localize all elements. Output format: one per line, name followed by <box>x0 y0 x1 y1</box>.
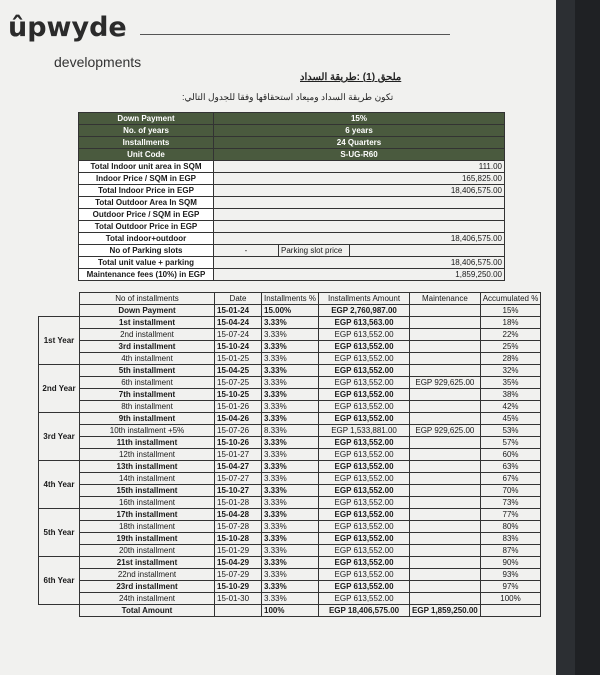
summary-row <box>38 197 505 209</box>
maintenance-amount <box>410 509 481 521</box>
installment-amount: EGP 613,552.00 <box>319 485 410 497</box>
year-label: 6th Year <box>39 557 80 605</box>
installment-pct: 3.33% <box>262 533 319 545</box>
summary-label: Total Outdoor Area In SQM <box>79 197 214 209</box>
installment-pct: 3.33% <box>262 473 319 485</box>
year-label: 1st Year <box>39 317 80 365</box>
installment-date: 15-10-24 <box>215 341 262 353</box>
summary-value: 18,406,575.00 <box>214 257 505 269</box>
year-label: 4th Year <box>39 461 80 509</box>
header-installments: No of installments <box>80 293 215 305</box>
installment-amount: EGP 613,552.00 <box>319 329 410 341</box>
summary-label: Total Indoor unit area in SQM <box>79 161 214 173</box>
maintenance-amount <box>410 545 481 557</box>
table-row <box>39 521 541 533</box>
summary-row <box>38 173 505 185</box>
total-label: Total Amount <box>80 605 215 617</box>
table-row <box>39 461 541 473</box>
maintenance-amount <box>410 557 481 569</box>
installment-date: 15-04-29 <box>215 557 262 569</box>
installment-name: 20th installment <box>80 545 215 557</box>
accumulated-pct: 73% <box>480 497 541 509</box>
maintenance-amount <box>410 413 481 425</box>
table-row <box>39 545 541 557</box>
installment-name: 17th installment <box>80 509 215 521</box>
total-amount: EGP 18,406,575.00 <box>319 605 410 617</box>
installment-date: 15-07-29 <box>215 569 262 581</box>
installment-date: 15-07-24 <box>215 329 262 341</box>
maintenance-amount <box>410 497 481 509</box>
installment-date: 15-07-26 <box>215 425 262 437</box>
summary-spacer <box>38 245 79 257</box>
table-row <box>39 353 541 365</box>
summary-row <box>38 209 505 221</box>
summary-value: 24 Quarters <box>214 137 505 149</box>
installment-name: 15th installment <box>80 485 215 497</box>
summary-row <box>38 137 505 149</box>
installment-amount: EGP 613,552.00 <box>319 497 410 509</box>
table-header-row <box>39 293 541 305</box>
installment-amount: EGP 613,552.00 <box>319 401 410 413</box>
table-row <box>39 509 541 521</box>
installment-pct: 3.33% <box>262 449 319 461</box>
installment-date: 15-04-24 <box>215 317 262 329</box>
table-row <box>39 329 541 341</box>
maintenance-amount: EGP 929,625.00 <box>410 377 481 389</box>
installment-amount: EGP 613,552.00 <box>319 593 410 605</box>
summary-value: 111.00 <box>214 161 505 173</box>
accumulated-pct: 25% <box>480 341 541 353</box>
summary-label: Total unit value + parking <box>79 257 214 269</box>
summary-value <box>214 221 505 233</box>
summary-label: No. of years <box>79 125 214 137</box>
table-row <box>39 485 541 497</box>
installment-amount: EGP 613,552.00 <box>319 533 410 545</box>
installment-date: 15-10-29 <box>215 581 262 593</box>
total-pct: 100% <box>262 605 319 617</box>
installment-amount: EGP 613,552.00 <box>319 365 410 377</box>
table-row <box>39 305 541 317</box>
maintenance-amount <box>410 437 481 449</box>
table-row <box>39 377 541 389</box>
installment-amount: EGP 2,760,987.00 <box>319 305 410 317</box>
year-label: 3rd Year <box>39 413 80 461</box>
table-row <box>39 557 541 569</box>
installment-pct: 8.33% <box>262 425 319 437</box>
table-row <box>39 437 541 449</box>
installment-pct: 3.33% <box>262 485 319 497</box>
installment-name: 3rd installment <box>80 341 215 353</box>
summary-spacer <box>38 197 79 209</box>
total-date <box>215 605 262 617</box>
installment-pct: 3.33% <box>262 401 319 413</box>
summary-value: - <box>214 245 279 257</box>
installment-name: 19th installment <box>80 533 215 545</box>
installment-pct: 3.33% <box>262 521 319 533</box>
accumulated-pct: 70% <box>480 485 541 497</box>
installment-name: 23rd installment <box>80 581 215 593</box>
maintenance-amount <box>410 521 481 533</box>
maintenance-amount <box>410 329 481 341</box>
summary-value: 165,825.00 <box>214 173 505 185</box>
installment-date: 15-01-30 <box>215 593 262 605</box>
installment-date: 15-07-28 <box>215 521 262 533</box>
installment-pct: 3.33% <box>262 545 319 557</box>
installment-amount: EGP 613,552.00 <box>319 377 410 389</box>
summary-spacer <box>38 257 79 269</box>
installment-name: 8th installment <box>80 401 215 413</box>
summary-spacer <box>38 125 79 137</box>
logo-underline <box>140 34 450 35</box>
table-row <box>39 389 541 401</box>
installment-amount: EGP 613,552.00 <box>319 473 410 485</box>
installment-name: 24th installment <box>80 593 215 605</box>
accumulated-pct: 57% <box>480 437 541 449</box>
summary-label: Installments <box>79 137 214 149</box>
table-row <box>39 449 541 461</box>
maintenance-amount <box>410 593 481 605</box>
installment-amount: EGP 613,552.00 <box>319 545 410 557</box>
accumulated-pct: 80% <box>480 521 541 533</box>
table-row <box>39 581 541 593</box>
year-label: 2nd Year <box>39 365 80 413</box>
installment-date: 15-01-29 <box>215 545 262 557</box>
installment-date: 15-04-25 <box>215 365 262 377</box>
installment-name: 7th installment <box>80 389 215 401</box>
installment-name: 12th installment <box>80 449 215 461</box>
summary-value: 6 years <box>214 125 505 137</box>
installment-date: 15-01-26 <box>215 401 262 413</box>
maintenance-amount <box>410 581 481 593</box>
installment-date: 15-04-28 <box>215 509 262 521</box>
installment-amount: EGP 613,552.00 <box>319 437 410 449</box>
table-row <box>39 365 541 377</box>
summary-value <box>214 197 505 209</box>
accumulated-pct: 22% <box>480 329 541 341</box>
installment-amount: EGP 613,563.00 <box>319 317 410 329</box>
table-row <box>39 401 541 413</box>
summary-label: Total Outdoor Price in EGP <box>79 221 214 233</box>
accumulated-pct: 90% <box>480 557 541 569</box>
accumulated-pct: 83% <box>480 533 541 545</box>
summary-row <box>38 233 505 245</box>
installment-date: 15-04-27 <box>215 461 262 473</box>
accumulated-pct: 60% <box>480 449 541 461</box>
installment-amount: EGP 613,552.00 <box>319 413 410 425</box>
maintenance-amount <box>410 473 481 485</box>
summary-spacer <box>38 149 79 161</box>
installment-date: 15-01-24 <box>215 305 262 317</box>
summary-label: Unit Code <box>79 149 214 161</box>
summary-spacer <box>38 185 79 197</box>
summary-spacer <box>38 113 79 125</box>
year-header-cell <box>39 293 80 305</box>
table-row <box>39 317 541 329</box>
accumulated-pct: 42% <box>480 401 541 413</box>
installment-amount: EGP 613,552.00 <box>319 557 410 569</box>
accumulated-pct: 28% <box>480 353 541 365</box>
installment-pct: 3.33% <box>262 365 319 377</box>
accumulated-pct: 97% <box>480 581 541 593</box>
installment-name: 13th installment <box>80 461 215 473</box>
installment-name: 22nd installment <box>80 569 215 581</box>
maintenance-amount <box>410 461 481 473</box>
summary-label: Total indoor+outdoor <box>79 233 214 245</box>
summary-label: No of Parking slots <box>79 245 214 257</box>
total-maintenance: EGP 1,859,250.00 <box>410 605 481 617</box>
maintenance-amount <box>410 449 481 461</box>
header-amount: Installments Amount <box>319 293 410 305</box>
header-pct: Installments % <box>262 293 319 305</box>
summary-label: Down Payment <box>79 113 214 125</box>
accumulated-pct: 67% <box>480 473 541 485</box>
installments-table <box>38 292 541 617</box>
summary-spacer <box>38 233 79 245</box>
installment-name: 5th installment <box>80 365 215 377</box>
header-maintenance: Maintenance <box>410 293 481 305</box>
header-date: Date <box>215 293 262 305</box>
accumulated-pct: 77% <box>480 509 541 521</box>
installment-amount: EGP 613,552.00 <box>319 581 410 593</box>
summary-table <box>38 112 505 281</box>
installment-name: Down Payment <box>80 305 215 317</box>
accumulated-pct: 15% <box>480 305 541 317</box>
table-row <box>39 593 541 605</box>
parking-price-label: Parking slot price <box>279 245 350 257</box>
installment-pct: 3.33% <box>262 461 319 473</box>
brand-logo: ûpwyde <box>8 12 127 43</box>
summary-value <box>214 209 505 221</box>
summary-label: Outdoor Price / SQM in EGP <box>79 209 214 221</box>
installment-amount: EGP 613,552.00 <box>319 341 410 353</box>
maintenance-amount <box>410 485 481 497</box>
installment-date: 15-01-25 <box>215 353 262 365</box>
table-row <box>39 341 541 353</box>
maintenance-amount <box>410 401 481 413</box>
accumulated-pct: 35% <box>480 377 541 389</box>
table-row <box>39 425 541 437</box>
installment-amount: EGP 613,552.00 <box>319 449 410 461</box>
arabic-subtitle: تكون طريقة السداد وميعاد استحقاقها وفقا للجدول التالي: <box>182 92 394 102</box>
installment-name: 14th installment <box>80 473 215 485</box>
installment-pct: 3.33% <box>262 437 319 449</box>
summary-spacer <box>38 269 79 281</box>
summary-value: 15% <box>214 113 505 125</box>
installment-pct: 3.33% <box>262 413 319 425</box>
summary-spacer <box>38 173 79 185</box>
summary-label: Maintenance fees (10%) in EGP <box>79 269 214 281</box>
installment-pct: 3.33% <box>262 569 319 581</box>
installment-amount: EGP 613,552.00 <box>319 509 410 521</box>
accumulated-pct: 18% <box>480 317 541 329</box>
installment-amount: EGP 613,552.00 <box>319 569 410 581</box>
installment-pct: 3.33% <box>262 377 319 389</box>
installment-pct: 3.33% <box>262 497 319 509</box>
table-row <box>39 473 541 485</box>
maintenance-amount <box>410 341 481 353</box>
maintenance-amount: EGP 929,625.00 <box>410 425 481 437</box>
summary-spacer <box>38 221 79 233</box>
accumulated-pct: 100% <box>480 593 541 605</box>
accumulated-pct: 87% <box>480 545 541 557</box>
accumulated-pct: 38% <box>480 389 541 401</box>
installment-amount: EGP 1,533,881.00 <box>319 425 410 437</box>
accumulated-pct: 45% <box>480 413 541 425</box>
summary-value: 18,406,575.00 <box>214 233 505 245</box>
summary-row <box>38 149 505 161</box>
installment-name: 6th installment <box>80 377 215 389</box>
background-edge-dark <box>575 0 600 675</box>
installment-amount: EGP 613,552.00 <box>319 521 410 533</box>
summary-label: Total Indoor Price in EGP <box>79 185 214 197</box>
installment-date: 15-07-25 <box>215 377 262 389</box>
maintenance-amount <box>410 305 481 317</box>
installment-name: 1st installment <box>80 317 215 329</box>
summary-row <box>38 269 505 281</box>
installment-date: 15-10-25 <box>215 389 262 401</box>
header-accumulated: Accumulated % <box>480 293 541 305</box>
installment-name: 9th installment <box>80 413 215 425</box>
summary-row <box>38 185 505 197</box>
summary-label: Indoor Price / SQM in EGP <box>79 173 214 185</box>
installment-name: 2nd installment <box>80 329 215 341</box>
installment-name: 21st installment <box>80 557 215 569</box>
installment-date: 15-10-28 <box>215 533 262 545</box>
installment-pct: 3.33% <box>262 341 319 353</box>
arabic-title: ملحق (1) :طريقة السداد <box>300 72 402 83</box>
installment-name: 18th installment <box>80 521 215 533</box>
summary-row <box>38 245 505 257</box>
summary-row <box>38 161 505 173</box>
installment-pct: 3.33% <box>262 389 319 401</box>
summary-row <box>38 113 505 125</box>
installment-amount: EGP 613,552.00 <box>319 353 410 365</box>
brand-subtitle: developments <box>54 54 142 70</box>
installment-date: 15-10-27 <box>215 485 262 497</box>
installment-amount: EGP 613,552.00 <box>319 461 410 473</box>
installment-name: 11th installment <box>80 437 215 449</box>
installment-pct: 3.33% <box>262 353 319 365</box>
year-cell-empty <box>39 305 80 317</box>
total-row <box>39 605 541 617</box>
installment-date: 15-01-28 <box>215 497 262 509</box>
summary-value: S-UG-R60 <box>214 149 505 161</box>
installment-name: 10th installment +5% <box>80 425 215 437</box>
maintenance-amount <box>410 317 481 329</box>
table-row <box>39 413 541 425</box>
summary-spacer <box>38 161 79 173</box>
table-row <box>39 497 541 509</box>
summary-row <box>38 221 505 233</box>
installment-date: 15-10-26 <box>215 437 262 449</box>
year-label: 5th Year <box>39 509 80 557</box>
installment-pct: 3.33% <box>262 509 319 521</box>
installment-amount: EGP 613,552.00 <box>319 389 410 401</box>
maintenance-amount <box>410 365 481 377</box>
summary-spacer <box>38 209 79 221</box>
summary-value: 1,859,250.00 <box>214 269 505 281</box>
maintenance-amount <box>410 389 481 401</box>
maintenance-amount <box>410 533 481 545</box>
table-row <box>39 569 541 581</box>
summary-row <box>38 125 505 137</box>
installment-date: 15-04-26 <box>215 413 262 425</box>
summary-spacer <box>38 137 79 149</box>
accumulated-pct: 63% <box>480 461 541 473</box>
installment-pct: 3.33% <box>262 317 319 329</box>
installment-pct: 3.33% <box>262 581 319 593</box>
total-spacer <box>39 605 80 617</box>
maintenance-amount <box>410 569 481 581</box>
installment-date: 15-07-27 <box>215 473 262 485</box>
parking-price-value <box>350 245 505 257</box>
installment-pct: 3.33% <box>262 557 319 569</box>
total-accumulated <box>480 605 541 617</box>
maintenance-amount <box>410 353 481 365</box>
table-row <box>39 533 541 545</box>
installment-name: 16th installment <box>80 497 215 509</box>
summary-value: 18,406,575.00 <box>214 185 505 197</box>
summary-row <box>38 257 505 269</box>
accumulated-pct: 32% <box>480 365 541 377</box>
installment-pct: 3.33% <box>262 593 319 605</box>
installment-name: 4th installment <box>80 353 215 365</box>
accumulated-pct: 53% <box>480 425 541 437</box>
installment-date: 15-01-27 <box>215 449 262 461</box>
installment-pct: 15.00% <box>262 305 319 317</box>
accumulated-pct: 93% <box>480 569 541 581</box>
installment-pct: 3.33% <box>262 329 319 341</box>
